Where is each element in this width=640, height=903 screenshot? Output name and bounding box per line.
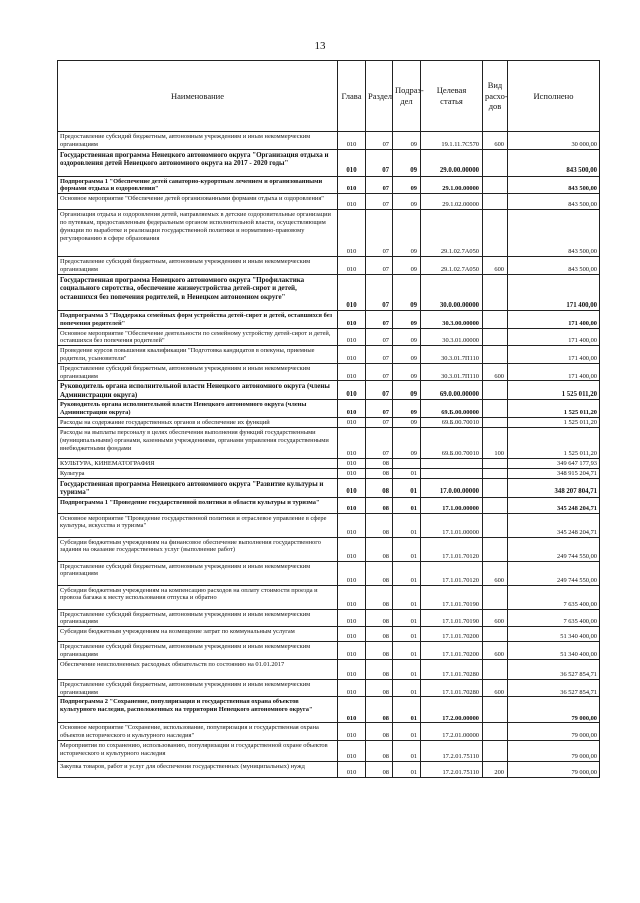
table-row	[58, 194, 600, 210]
table-row	[58, 723, 600, 741]
cell-subsection: 01	[393, 537, 421, 561]
cell-name: Основное мероприятие "Обеспечение детей организованными формами отдыха и оздоровления"	[58, 194, 338, 210]
cell-target: 17.1.01.00000	[421, 513, 483, 537]
cell-subsection: 01	[393, 741, 421, 762]
cell-expense-type	[483, 537, 508, 561]
cell-executed: 345 248 204,71	[508, 497, 600, 513]
cell-head: 010	[338, 537, 366, 561]
cell-target: 30.0.00.00000	[421, 274, 483, 310]
cell-section: 07	[366, 418, 393, 428]
cell-target: 17.2.01.75110	[421, 762, 483, 778]
cell-section: 07	[366, 400, 393, 418]
cell-section: 08	[366, 458, 393, 468]
table-header-row	[58, 61, 600, 132]
cell-executed: 348 915 204,71	[508, 468, 600, 478]
table-row	[58, 381, 600, 400]
cell-head: 010	[338, 149, 366, 176]
cell-expense-type: 600	[483, 642, 508, 660]
cell-head: 010	[338, 585, 366, 609]
cell-name: Культура	[58, 468, 338, 478]
cell-section: 07	[366, 328, 393, 346]
cell-subsection: 01	[393, 723, 421, 741]
cell-subsection: 09	[393, 346, 421, 364]
cell-target: 29.1.02.7A050	[421, 257, 483, 275]
cell-subsection: 09	[393, 176, 421, 194]
cell-section: 08	[366, 642, 393, 660]
cell-target: 30.3.01.7П110	[421, 346, 483, 364]
cell-target: 17.1.00.00000	[421, 497, 483, 513]
cell-name: Основное мероприятие "Сохранение, использование, популяризация и государственная охрана объектов исторического и культурного наследия"	[58, 723, 338, 741]
cell-head: 010	[338, 468, 366, 478]
cell-name: Подпрограмма 1 "Обеспечение детей санаторно-курортным лечением и организованными формами отдыха и оздоровления"	[58, 176, 338, 194]
cell-expense-type: 600	[483, 561, 508, 585]
cell-section: 07	[366, 363, 393, 381]
cell-name: Предоставление субсидий бюджетным, автономным учреждениям и иным некоммерческим организациям	[58, 609, 338, 627]
cell-executed: 7 635 400,00	[508, 585, 600, 609]
cell-head: 010	[338, 627, 366, 642]
cell-head: 010	[338, 609, 366, 627]
cell-subsection: 01	[393, 642, 421, 660]
cell-section: 08	[366, 697, 393, 723]
cell-subsection: 01	[393, 478, 421, 497]
cell-name: Предоставление субсидий бюджетным, автономным учреждениям и иным некоммерческим организациям	[58, 363, 338, 381]
column-header-subsection: Подраз- дел	[393, 61, 421, 132]
cell-subsection: 09	[393, 381, 421, 400]
cell-section: 08	[366, 468, 393, 478]
budget-table	[57, 60, 600, 778]
table-row	[58, 478, 600, 497]
cell-expense-type	[483, 458, 508, 468]
cell-expense-type	[483, 210, 508, 257]
cell-subsection: 01	[393, 561, 421, 585]
table-row	[58, 627, 600, 642]
cell-head: 010	[338, 697, 366, 723]
cell-subsection: 09	[393, 274, 421, 310]
table-row	[58, 274, 600, 310]
cell-executed: 171 400,00	[508, 274, 600, 310]
cell-subsection: 01	[393, 679, 421, 697]
cell-executed: 36 527 854,71	[508, 679, 600, 697]
cell-target: 30.3.00.00000	[421, 310, 483, 328]
table-row	[58, 609, 600, 627]
cell-subsection: 01	[393, 697, 421, 723]
cell-name: Организация отдыха и оздоровления детей, направляемых в детские оздоровительные организации по путевкам, предоставленным федеральным органом исполнительной власти, осуществляющим функции по выработке и реализации государственной политики и нормативно-правовому регулированию в сфере образования	[58, 210, 338, 257]
cell-executed: 843 500,00	[508, 149, 600, 176]
cell-target: 30.3.01.7П110	[421, 363, 483, 381]
cell-target: 29.1.02.7A050	[421, 210, 483, 257]
cell-target: 17.1.01.70120	[421, 561, 483, 585]
table-row	[58, 132, 600, 150]
cell-name: Государственная программа Ненецкого автономного округа "Развитие культуры и туризма"	[58, 478, 338, 497]
cell-name: Подпрограмма 2 "Сохранение, популяризация и государственная охрана объектов культурного наследия, расположенных на территории Ненецкого автономного округа"	[58, 697, 338, 723]
cell-head: 010	[338, 194, 366, 210]
cell-subsection: 09	[393, 328, 421, 346]
cell-executed: 249 744 550,00	[508, 537, 600, 561]
cell-name: Обеспечение неисполненных расходных обязательств по состоянию на 01.01.2017	[58, 659, 338, 679]
cell-executed: 843 500,00	[508, 210, 600, 257]
cell-section: 08	[366, 561, 393, 585]
table-row	[58, 537, 600, 561]
cell-expense-type	[483, 328, 508, 346]
cell-expense-type: 100	[483, 427, 508, 458]
cell-head: 010	[338, 561, 366, 585]
table-row	[58, 697, 600, 723]
cell-head: 010	[338, 346, 366, 364]
cell-head: 010	[338, 679, 366, 697]
cell-expense-type: 600	[483, 257, 508, 275]
cell-head: 010	[338, 418, 366, 428]
table-row	[58, 400, 600, 418]
cell-target: 17.2.01.00000	[421, 723, 483, 741]
cell-target: 17.1.01.70200	[421, 642, 483, 660]
cell-section: 08	[366, 659, 393, 679]
table-row	[58, 468, 600, 478]
table-row	[58, 149, 600, 176]
cell-target: 17.0.00.00000	[421, 478, 483, 497]
cell-target: 29.1.00.00000	[421, 176, 483, 194]
cell-section: 07	[366, 310, 393, 328]
cell-expense-type	[483, 149, 508, 176]
table-row	[58, 659, 600, 679]
cell-head: 010	[338, 723, 366, 741]
table-row	[58, 176, 600, 194]
cell-target: 17.1.01.70190	[421, 609, 483, 627]
column-header-section: Раздел	[366, 61, 393, 132]
cell-name: Предоставление субсидий бюджетным, автономным учреждениям и иным некоммерческим организациям	[58, 132, 338, 150]
cell-expense-type	[483, 627, 508, 642]
cell-executed: 171 400,00	[508, 363, 600, 381]
table-row	[58, 458, 600, 468]
cell-subsection: 09	[393, 310, 421, 328]
cell-name: Расходы на содержание государственных органов и обеспечение их функций	[58, 418, 338, 428]
cell-subsection: 09	[393, 194, 421, 210]
cell-head: 010	[338, 659, 366, 679]
cell-executed: 249 744 550,00	[508, 561, 600, 585]
cell-head: 010	[338, 310, 366, 328]
cell-expense-type	[483, 513, 508, 537]
cell-target: 17.1.01.70120	[421, 537, 483, 561]
cell-section: 07	[366, 132, 393, 150]
cell-target: 29.0.00.00000	[421, 149, 483, 176]
table-row	[58, 642, 600, 660]
table-row	[58, 427, 600, 458]
cell-executed: 348 207 804,71	[508, 478, 600, 497]
cell-target: 17.1.01.70280	[421, 659, 483, 679]
cell-target	[421, 468, 483, 478]
cell-subsection: 01	[393, 627, 421, 642]
cell-target: 29.1.02.00000	[421, 194, 483, 210]
cell-subsection: 09	[393, 149, 421, 176]
cell-target: 30.3.01.00000	[421, 328, 483, 346]
cell-section: 08	[366, 762, 393, 778]
cell-subsection: 01	[393, 585, 421, 609]
cell-head: 010	[338, 513, 366, 537]
cell-name: Предоставление субсидий бюджетным, автономным учреждениям и иным некоммерческим организациям	[58, 679, 338, 697]
cell-expense-type	[483, 310, 508, 328]
cell-target: 17.2.00.00000	[421, 697, 483, 723]
cell-executed: 843 500,00	[508, 194, 600, 210]
cell-executed: 7 635 400,00	[508, 609, 600, 627]
cell-expense-type	[483, 346, 508, 364]
cell-expense-type	[483, 400, 508, 418]
cell-section: 08	[366, 627, 393, 642]
cell-section: 07	[366, 194, 393, 210]
cell-name: Субсидии бюджетным учреждениям на возмещение затрат по коммунальным услугам	[58, 627, 338, 642]
cell-head: 010	[338, 363, 366, 381]
cell-expense-type	[483, 176, 508, 194]
cell-section: 08	[366, 537, 393, 561]
cell-section: 08	[366, 497, 393, 513]
cell-section: 07	[366, 149, 393, 176]
cell-executed: 843 500,00	[508, 176, 600, 194]
cell-head: 010	[338, 458, 366, 468]
cell-name: Расходы на выплаты персоналу в целях обеспечения выполнения функций государственными (муниципальными) органами, казенными учреждениями, органами управления государственными внебюджетными фондами	[58, 427, 338, 458]
cell-name: Субсидии бюджетным учреждениям на компенсацию расходов на оплату стоимости проезда и провоза багажа к месту использования отпуска и обратно	[58, 585, 338, 609]
cell-name: Государственная программа Ненецкого автономного округа "Организация отдыха и оздоровления детей Ненецкого автономного округа на 2017 - 2020 годы"	[58, 149, 338, 176]
table-row	[58, 513, 600, 537]
cell-subsection: 01	[393, 497, 421, 513]
cell-subsection: 09	[393, 363, 421, 381]
cell-head: 010	[338, 210, 366, 257]
table-row	[58, 328, 600, 346]
cell-expense-type: 600	[483, 132, 508, 150]
cell-subsection	[393, 458, 421, 468]
cell-head: 010	[338, 642, 366, 660]
cell-target: 69.0.00.00000	[421, 381, 483, 400]
cell-head: 010	[338, 176, 366, 194]
column-header-executed: Исполнено	[508, 61, 600, 132]
cell-subsection: 01	[393, 762, 421, 778]
cell-executed: 51 340 400,00	[508, 642, 600, 660]
cell-target: 17.1.01.70280	[421, 679, 483, 697]
cell-expense-type	[483, 274, 508, 310]
table-row	[58, 210, 600, 257]
cell-head: 010	[338, 400, 366, 418]
table-row	[58, 497, 600, 513]
cell-target: 17.2.01.75110	[421, 741, 483, 762]
cell-executed: 79 000,00	[508, 723, 600, 741]
cell-executed: 345 248 204,71	[508, 513, 600, 537]
cell-expense-type: 600	[483, 609, 508, 627]
cell-expense-type: 600	[483, 679, 508, 697]
cell-section: 08	[366, 723, 393, 741]
table-body	[58, 132, 600, 778]
cell-name: Мероприятия по сохранению, использованию, популяризации и государственной охране объектов исторического и культурного наследия	[58, 741, 338, 762]
cell-subsection: 01	[393, 513, 421, 537]
cell-head: 010	[338, 762, 366, 778]
cell-name: Подпрограмма 3 "Поддержка семейных форм устройства детей-сирот и детей, оставшихся без попечения родителей"	[58, 310, 338, 328]
table-row	[58, 310, 600, 328]
cell-section: 07	[366, 257, 393, 275]
cell-executed: 171 400,00	[508, 346, 600, 364]
cell-target: 17.1.01.70190	[421, 585, 483, 609]
cell-executed: 171 400,00	[508, 310, 600, 328]
cell-expense-type	[483, 478, 508, 497]
cell-expense-type	[483, 741, 508, 762]
table-row	[58, 679, 600, 697]
table-row	[58, 363, 600, 381]
cell-expense-type	[483, 585, 508, 609]
cell-target: 69.Б.00.70010	[421, 418, 483, 428]
cell-head: 010	[338, 381, 366, 400]
column-header-expense-type: Вид расхо- дов	[483, 61, 508, 132]
table-row	[58, 346, 600, 364]
cell-section: 07	[366, 210, 393, 257]
cell-head: 010	[338, 328, 366, 346]
cell-section: 08	[366, 609, 393, 627]
cell-expense-type	[483, 723, 508, 741]
cell-executed: 79 000,00	[508, 697, 600, 723]
cell-executed: 36 527 854,71	[508, 659, 600, 679]
cell-subsection: 09	[393, 418, 421, 428]
table-row	[58, 762, 600, 778]
cell-section: 08	[366, 741, 393, 762]
table-row	[58, 418, 600, 428]
cell-subsection: 01	[393, 609, 421, 627]
table-row	[58, 257, 600, 275]
cell-name: Предоставление субсидий бюджетным, автономным учреждениям и иным некоммерческим организациям	[58, 642, 338, 660]
cell-subsection: 09	[393, 210, 421, 257]
cell-name: Государственная программа Ненецкого автономного округа "Профилактика социального сиротства, обеспечение жизнеустройства детей-сирот и детей, оставшихся без попечения родителей, в Ненецком автономном округе"	[58, 274, 338, 310]
cell-section: 08	[366, 585, 393, 609]
cell-head: 010	[338, 427, 366, 458]
cell-head: 010	[338, 274, 366, 310]
cell-name: Проведение курсов повышения квалификации "Подготовка кандидатов в опекуны, приемные родители, усыновители"	[58, 346, 338, 364]
cell-expense-type: 600	[483, 363, 508, 381]
page-number: 13	[314, 40, 326, 52]
cell-name: Субсидии бюджетным учреждениям на финансовое обеспечение выполнения государственного задания на оказание государственных услуг (выполнение работ)	[58, 537, 338, 561]
cell-target: 19.1.11.7С570	[421, 132, 483, 150]
cell-expense-type	[483, 194, 508, 210]
cell-expense-type	[483, 381, 508, 400]
cell-executed: 79 000,00	[508, 741, 600, 762]
cell-subsection: 09	[393, 427, 421, 458]
cell-head: 010	[338, 478, 366, 497]
cell-head: 010	[338, 132, 366, 150]
cell-name: Подпрограмма 1 "Проведение государственной политики в области культуры и туризма"	[58, 497, 338, 513]
cell-executed: 1 525 011,20	[508, 427, 600, 458]
table-row	[58, 561, 600, 585]
cell-name: Руководитель органа исполнительной власти Ненецкого автономного округа (члены Администрации округа)	[58, 400, 338, 418]
cell-name: Предоставление субсидий бюджетным, автономным учреждениям и иным некоммерческим организациям	[58, 257, 338, 275]
cell-subsection: 01	[393, 659, 421, 679]
cell-executed: 1 525 011,20	[508, 381, 600, 400]
cell-subsection: 09	[393, 400, 421, 418]
cell-executed: 843 500,00	[508, 257, 600, 275]
cell-expense-type	[483, 697, 508, 723]
cell-executed: 349 647 177,93	[508, 458, 600, 468]
cell-expense-type: 200	[483, 762, 508, 778]
column-header-target: Целевая статья	[421, 61, 483, 132]
cell-section: 08	[366, 513, 393, 537]
cell-executed: 30 000,00	[508, 132, 600, 150]
cell-section: 07	[366, 274, 393, 310]
cell-name: Предоставление субсидий бюджетным, автономным учреждениям и иным некоммерческим организациям	[58, 561, 338, 585]
table-row	[58, 741, 600, 762]
cell-subsection: 09	[393, 257, 421, 275]
cell-subsection: 01	[393, 468, 421, 478]
cell-executed: 51 340 400,00	[508, 627, 600, 642]
column-header-name: Наименование	[58, 61, 338, 132]
cell-executed: 171 400,00	[508, 328, 600, 346]
cell-head: 010	[338, 257, 366, 275]
cell-expense-type	[483, 497, 508, 513]
cell-executed: 79 000,00	[508, 762, 600, 778]
cell-section: 07	[366, 346, 393, 364]
cell-section: 07	[366, 381, 393, 400]
cell-head: 010	[338, 741, 366, 762]
cell-name: Основное мероприятие "Проведение государственной политики и отраслевое управление в сфере культуры, искусства и туризма"	[58, 513, 338, 537]
cell-name: Основное мероприятие "Обеспечение деятельности по семейному устройству детей-сирот и детей, оставшихся без попечения родителей"	[58, 328, 338, 346]
cell-target	[421, 458, 483, 468]
table-row	[58, 585, 600, 609]
cell-name: КУЛЬТУРА, КИНЕМАТОГРАФИЯ	[58, 458, 338, 468]
cell-expense-type	[483, 418, 508, 428]
cell-expense-type	[483, 659, 508, 679]
cell-section: 08	[366, 679, 393, 697]
cell-target: 69.Б.00.00000	[421, 400, 483, 418]
cell-executed: 1 525 011,20	[508, 400, 600, 418]
cell-subsection: 09	[393, 132, 421, 150]
cell-head: 010	[338, 497, 366, 513]
cell-target: 17.1.01.70200	[421, 627, 483, 642]
cell-target: 69.Б.00.70010	[421, 427, 483, 458]
cell-section: 08	[366, 478, 393, 497]
cell-section: 07	[366, 176, 393, 194]
cell-expense-type	[483, 468, 508, 478]
cell-name: Руководитель органа исполнительной власти Ненецкого автономного округа (члены Администрации округа)	[58, 381, 338, 400]
cell-section: 07	[366, 427, 393, 458]
column-header-head: Глава	[338, 61, 366, 132]
cell-name: Закупка товаров, работ и услуг для обеспечения государственных (муниципальных) нужд	[58, 762, 338, 778]
cell-executed: 1 525 011,20	[508, 418, 600, 428]
